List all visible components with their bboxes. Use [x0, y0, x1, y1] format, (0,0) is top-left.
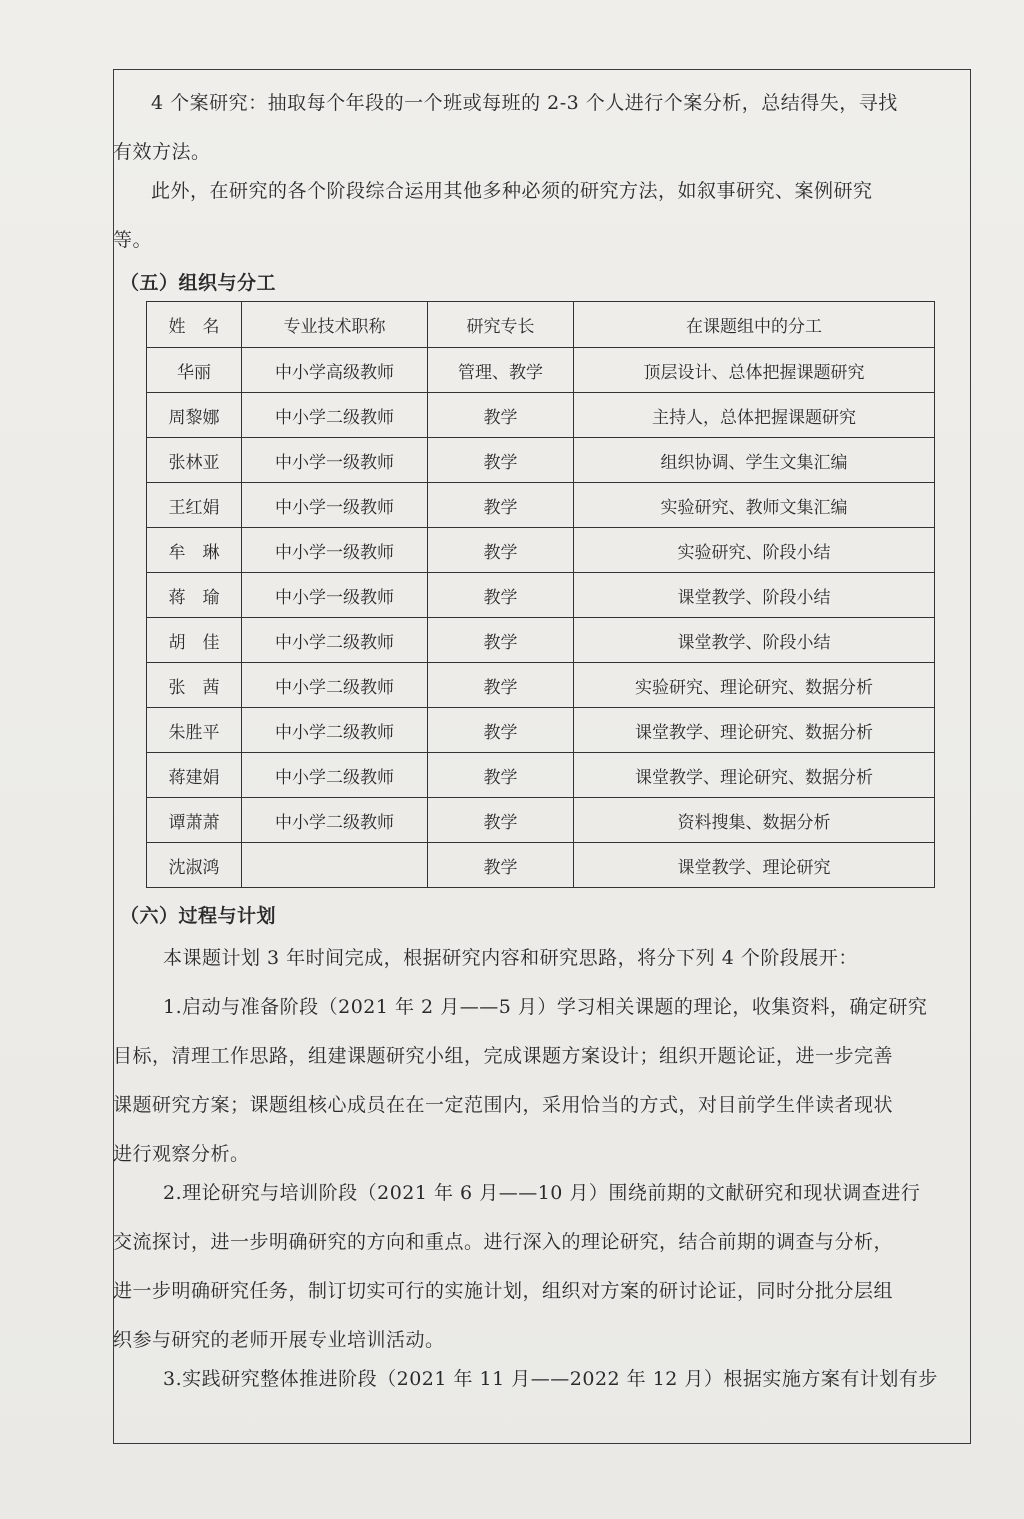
text-line: 进行观察分析。 [113, 1143, 250, 1165]
column-header-role: 在课题组中的分工 [574, 302, 935, 348]
text-line: 织参与研究的老师开展专业培训活动。 [113, 1329, 445, 1351]
table-row [147, 393, 935, 438]
cell-role: 课堂教学、阶段小结 [574, 618, 935, 663]
table-row [147, 348, 935, 393]
cell-name: 沈淑鸿 [147, 843, 242, 888]
cell-title: 中小学二级教师 [242, 663, 428, 708]
cell-title: 中小学一级教师 [242, 573, 428, 618]
cell-name: 王红娟 [147, 483, 242, 528]
table-row [147, 663, 935, 708]
cell-name: 谭萧萧 [147, 798, 242, 843]
text-line: 有效方法。 [113, 141, 211, 163]
cell-specialty: 教学 [428, 753, 574, 798]
text-line: 课题研究方案；课题组核心成员在在一定范围内，采用恰当的方式，对目前学生伴读者现状 [113, 1094, 894, 1116]
cell-role: 资料搜集、数据分析 [574, 798, 935, 843]
cell-role: 实验研究、阶段小结 [574, 528, 935, 573]
cell-specialty: 管理、教学 [428, 348, 574, 393]
cell-specialty: 教学 [428, 618, 574, 663]
cell-name: 张林亚 [147, 438, 242, 483]
text-line: 本课题计划 3 年时间完成，根据研究内容和研究思路，将分下列 4 个阶段展开： [163, 947, 858, 969]
cell-name: 胡 佳 [147, 618, 242, 663]
cell-specialty: 教学 [428, 483, 574, 528]
cell-role: 顶层设计、总体把握课题研究 [574, 348, 935, 393]
cell-title: 中小学一级教师 [242, 528, 428, 573]
paragraph-stage-1 [113, 983, 971, 1179]
cell-role: 课堂教学、阶段小结 [574, 573, 935, 618]
cell-name: 蒋建娟 [147, 753, 242, 798]
table-row [147, 798, 935, 843]
cell-title: 中小学二级教师 [242, 618, 428, 663]
table-row [147, 483, 935, 528]
column-header-specialty: 研究专长 [428, 302, 574, 348]
text-line: 此外，在研究的各个阶段综合运用其他多种必须的研究方法，如叙事研究、案例研究 [151, 180, 873, 202]
text-line: 进一步明确研究任务，制订切实可行的实施计划，组织对方案的研讨论证，同时分批分层组 [113, 1280, 894, 1302]
cell-name: 牟 琳 [147, 528, 242, 573]
cell-specialty: 教学 [428, 393, 574, 438]
cell-role: 实验研究、理论研究、数据分析 [574, 663, 935, 708]
cell-specialty: 教学 [428, 843, 574, 888]
cell-specialty: 教学 [428, 438, 574, 483]
cell-specialty: 教学 [428, 528, 574, 573]
table-row [147, 573, 935, 618]
cell-title: 中小学二级教师 [242, 708, 428, 753]
paragraph-stage-2 [113, 1169, 971, 1365]
cell-role: 主持人，总体把握课题研究 [574, 393, 935, 438]
text-line: 4 个案研究：抽取每个年段的一个班或每班的 2-3 个人进行个案分析，总结得失，寻找 [151, 92, 898, 114]
cell-specialty: 教学 [428, 663, 574, 708]
table-row [147, 618, 935, 663]
section-heading-process: （六）过程与计划 [120, 905, 277, 927]
table-row [147, 843, 935, 888]
cell-role: 课堂教学、理论研究、数据分析 [574, 753, 935, 798]
cell-title: 中小学二级教师 [242, 753, 428, 798]
paragraph-stage-3 [113, 1355, 971, 1404]
cell-title: 中小学一级教师 [242, 483, 428, 528]
cell-name: 朱胜平 [147, 708, 242, 753]
cell-name: 周黎娜 [147, 393, 242, 438]
cell-title: 中小学一级教师 [242, 438, 428, 483]
cell-specialty: 教学 [428, 708, 574, 753]
cell-name: 华丽 [147, 348, 242, 393]
text-line: 等。 [113, 229, 153, 251]
section-heading-organization: （五）组织与分工 [120, 272, 277, 294]
text-line: 1.启动与准备阶段（2021 年 2 月——5 月）学习相关课题的理论，收集资料，确定研究 [163, 996, 928, 1018]
table-row [147, 528, 935, 573]
cell-specialty: 教学 [428, 798, 574, 843]
table-row [147, 708, 935, 753]
cell-title: 中小学二级教师 [242, 393, 428, 438]
paragraph-plan-intro [113, 934, 971, 983]
table-row [147, 438, 935, 483]
text-line: 2.理论研究与培训阶段（2021 年 6 月——10 月）围绕前期的文献研究和现状调查进行 [163, 1182, 921, 1204]
cell-title: 中小学二级教师 [242, 798, 428, 843]
cell-role: 组织协调、学生文集汇编 [574, 438, 935, 483]
column-header-title: 专业技术职称 [242, 302, 428, 348]
cell-title: 中小学高级教师 [242, 348, 428, 393]
text-line: 交流探讨，进一步明确研究的方向和重点。进行深入的理论研究，结合前期的调查与分析， [113, 1231, 894, 1253]
text-line: 目标，清理工作思路，组建课题研究小组，完成课题方案设计；组织开题论证，进一步完善 [113, 1045, 894, 1067]
cell-name: 蒋 瑜 [147, 573, 242, 618]
table-row [147, 753, 935, 798]
paragraph-case-study [113, 79, 971, 177]
cell-name: 张 茜 [147, 663, 242, 708]
column-header-name: 姓 名 [147, 302, 242, 348]
cell-role: 实验研究、教师文集汇编 [574, 483, 935, 528]
text-line: 3.实践研究整体推进阶段（2021 年 11 月——2022 年 12 月）根据实施方案有计划有步 [163, 1368, 938, 1390]
cell-role: 课堂教学、理论研究 [574, 843, 935, 888]
table-header-row [147, 302, 935, 348]
staff-table [146, 301, 935, 888]
cell-title [242, 843, 428, 888]
paragraph-other-methods [113, 167, 971, 265]
cell-specialty: 教学 [428, 573, 574, 618]
cell-role: 课堂教学、理论研究、数据分析 [574, 708, 935, 753]
